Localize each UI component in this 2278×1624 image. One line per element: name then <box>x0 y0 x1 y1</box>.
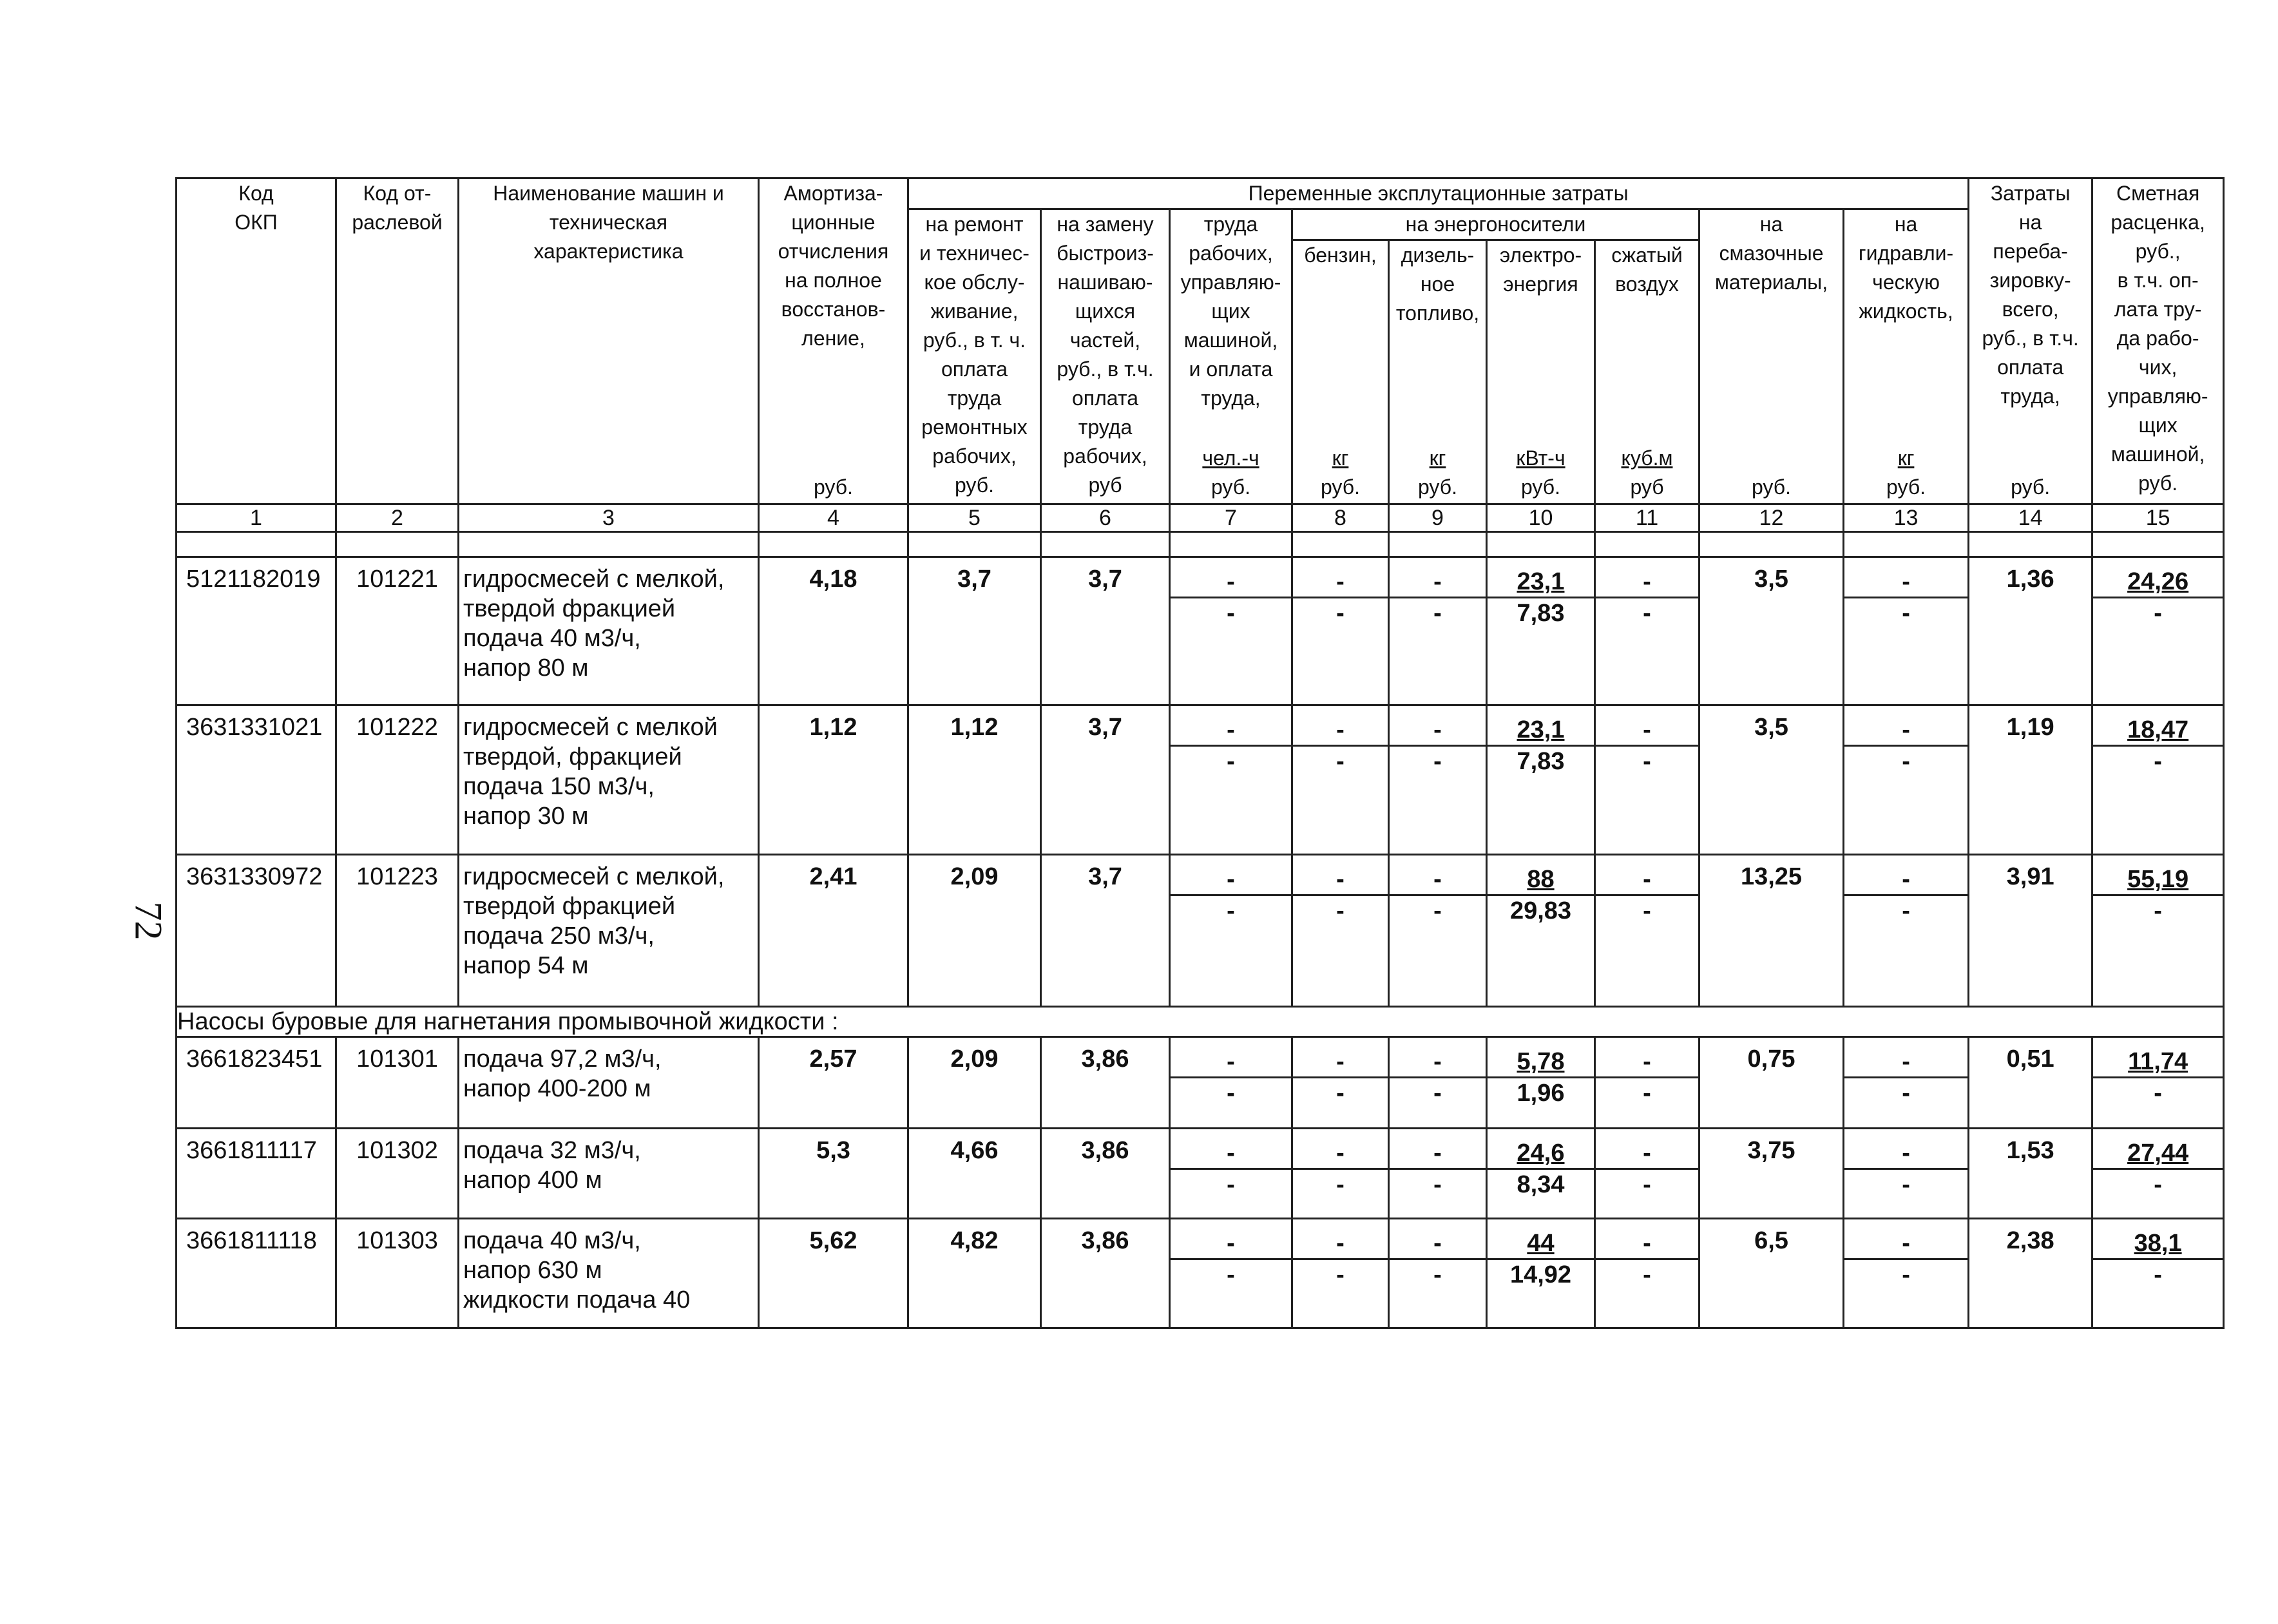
labor-value: - <box>1171 865 1291 896</box>
cell-diesel <box>1389 1219 1487 1328</box>
air-rub: - <box>1643 1261 1651 1288</box>
cell-diesel <box>1389 855 1487 1007</box>
hdr-hydraulic-unit1: кг <box>1897 446 1915 470</box>
cell-name: гидросмесей с мелкой, твердой фракцией подача 40 м3/ч, напор 80 м <box>459 557 759 705</box>
colnum: 14 <box>1969 504 2092 532</box>
air-value: - <box>1596 567 1698 598</box>
hdr-name <box>459 178 759 504</box>
cell-hydraulic <box>1844 1037 1969 1129</box>
hdr-petrol-units <box>1293 444 1388 502</box>
cell-relocation: 3,91 <box>1969 855 2092 1007</box>
colnum: 13 <box>1844 504 1969 532</box>
petrol-value: - <box>1293 865 1388 896</box>
hdr-hydraulic <box>1844 209 1969 504</box>
cell-amortization: 2,41 <box>759 855 908 1007</box>
hdr-amortization-unit: руб. <box>813 475 853 499</box>
cell-parts: 3,7 <box>1041 557 1170 705</box>
header-row-1 <box>177 178 2224 209</box>
hdr-lube-unit: руб. <box>1751 475 1791 499</box>
hydraulic-value: - <box>1844 567 1967 598</box>
diesel-rub: - <box>1433 897 1442 924</box>
cell-price <box>2092 705 2224 855</box>
hdr-relocation <box>1969 178 2092 504</box>
cell-electricity <box>1487 1037 1595 1129</box>
price-value: 38,1 <box>2093 1228 2223 1260</box>
cell-electricity <box>1487 855 1595 1007</box>
cell-okp: 5121182019 <box>177 557 336 705</box>
cell-branch-code: 101223 <box>336 855 459 1007</box>
hdr-price-text: Сметная расценка, руб., в т.ч. оп- лата тру- да рабо- чих, управляю- щих машиной, руб. <box>2107 182 2208 495</box>
hdr-air-text: сжатый воздух <box>1611 244 1683 296</box>
cell-repair: 1,12 <box>908 705 1041 855</box>
hdr-price <box>2092 178 2224 504</box>
hydraulic-value: - <box>1844 1228 1967 1260</box>
cell-labor <box>1170 1219 1292 1328</box>
cell-okp: 3631331021 <box>177 705 336 855</box>
air-rub: - <box>1643 1080 1651 1107</box>
petrol-rub: - <box>1336 600 1345 627</box>
price-value: 11,74 <box>2093 1047 2223 1078</box>
electricity-value: 24,6 <box>1488 1138 1594 1170</box>
hdr-branch-code-text: Код от- раслевой <box>352 182 443 234</box>
cell-electricity <box>1487 1129 1595 1219</box>
electricity-value: 23,1 <box>1488 567 1594 598</box>
hdr-repair-text: на ремонт и техничес- кое обслу- живание, руб., в т. ч. оплата труда ремонтных рабочих, руб. <box>919 213 1029 497</box>
hdr-okp-text: Код ОКП <box>235 182 278 234</box>
hdr-energy <box>1292 209 1699 240</box>
cell-branch-code: 101301 <box>336 1037 459 1129</box>
hydraulic-rub: - <box>1902 1261 1910 1288</box>
cell-branch-code: 101222 <box>336 705 459 855</box>
rates-table-wrap <box>175 177 2223 1329</box>
labor-value: - <box>1171 1047 1291 1078</box>
air-value: - <box>1596 1047 1698 1078</box>
petrol-value: - <box>1293 1138 1388 1170</box>
cell-air <box>1595 1037 1699 1129</box>
cell-okp: 3661811117 <box>177 1129 336 1219</box>
machine-rates-table <box>175 177 2225 1329</box>
hydraulic-value: - <box>1844 1047 1967 1078</box>
hdr-relocation-text: Затраты на переба- зировку- всего, руб., в т.ч. оплата труда, <box>1982 182 2079 408</box>
cell-repair: 2,09 <box>908 1037 1041 1129</box>
labor-value: - <box>1171 1138 1291 1170</box>
cell-name: подача 40 м3/ч, напор 630 м жидкости подача 40 <box>459 1219 759 1328</box>
cell-labor <box>1170 855 1292 1007</box>
price-rub: - <box>2154 897 2162 924</box>
diesel-value: - <box>1390 567 1486 598</box>
cell-okp: 3631330972 <box>177 855 336 1007</box>
electricity-rub: 8,34 <box>1517 1171 1565 1198</box>
labor-rub: - <box>1227 748 1235 775</box>
price-value: 27,44 <box>2093 1138 2223 1170</box>
labor-value: - <box>1171 715 1291 747</box>
price-rub: - <box>2154 1171 2162 1198</box>
cell-relocation: 1,19 <box>1969 705 2092 855</box>
cell-branch-code: 101303 <box>336 1219 459 1328</box>
electricity-rub: 14,92 <box>1509 1261 1572 1288</box>
hdr-labor-unit1: чел.-ч <box>1202 446 1259 470</box>
cell-price <box>2092 1219 2224 1328</box>
petrol-rub: - <box>1336 1261 1345 1288</box>
hdr-electricity <box>1487 240 1595 504</box>
column-number-row <box>177 504 2224 532</box>
diesel-value: - <box>1390 1228 1486 1260</box>
petrol-rub: - <box>1336 897 1345 924</box>
hdr-lube <box>1699 209 1844 504</box>
cell-petrol <box>1292 855 1389 1007</box>
diesel-rub: - <box>1433 1171 1442 1198</box>
cell-lube: 0,75 <box>1699 1037 1844 1129</box>
petrol-value: - <box>1293 715 1388 747</box>
cell-lube: 3,75 <box>1699 1129 1844 1219</box>
electricity-value: 44 <box>1488 1228 1594 1260</box>
colnum: 15 <box>2092 504 2224 532</box>
cell-labor <box>1170 705 1292 855</box>
diesel-rub: - <box>1433 600 1442 627</box>
hdr-hydraulic-text: на гидравли- ческую жидкость, <box>1858 213 1954 323</box>
hdr-parts-text: на замену быстроиз- нашиваю- щихся частей, руб., в т.ч. оплата труда рабочих, руб <box>1057 213 1154 497</box>
cell-electricity <box>1487 557 1595 705</box>
petrol-rub: - <box>1336 748 1345 775</box>
hdr-variable-costs <box>908 178 1969 209</box>
cell-petrol <box>1292 1219 1389 1328</box>
hdr-hydraulic-unit2: руб. <box>1886 475 1926 499</box>
hydraulic-value: - <box>1844 865 1967 896</box>
cell-price <box>2092 557 2224 705</box>
price-value: 24,26 <box>2093 567 2223 598</box>
colnum: 9 <box>1389 504 1487 532</box>
electricity-rub: 7,83 <box>1517 600 1565 627</box>
cell-air <box>1595 855 1699 1007</box>
cell-hydraulic <box>1844 1219 1969 1328</box>
diesel-rub: - <box>1433 748 1442 775</box>
colnum: 2 <box>336 504 459 532</box>
labor-rub: - <box>1227 897 1235 924</box>
cell-petrol <box>1292 705 1389 855</box>
diesel-value: - <box>1390 715 1486 747</box>
hdr-okp <box>177 178 336 504</box>
colnum: 10 <box>1487 504 1595 532</box>
cell-air <box>1595 557 1699 705</box>
air-rub: - <box>1643 1171 1651 1198</box>
labor-rub: - <box>1227 1171 1235 1198</box>
table-row <box>177 1037 2224 1129</box>
hdr-diesel-units <box>1390 444 1486 502</box>
hdr-electricity-unit2: руб. <box>1520 475 1560 499</box>
cell-petrol <box>1292 557 1389 705</box>
section-title: Насосы буровые для нагнетания промывочной жидкости : <box>177 1007 2224 1037</box>
cell-hydraulic <box>1844 855 1969 1007</box>
table-row <box>177 1129 2224 1219</box>
labor-value: - <box>1171 1228 1291 1260</box>
colnum: 11 <box>1595 504 1699 532</box>
colnum: 3 <box>459 504 759 532</box>
hydraulic-rub: - <box>1902 748 1910 775</box>
table-row <box>177 855 2224 1007</box>
hdr-variable-costs-text: Переменные эксплутационные затраты <box>1248 182 1629 205</box>
petrol-rub: - <box>1336 1171 1345 1198</box>
hydraulic-rub: - <box>1902 897 1910 924</box>
electricity-rub: 7,83 <box>1517 748 1565 775</box>
labor-rub: - <box>1227 1261 1235 1288</box>
cell-okp: 3661823451 <box>177 1037 336 1129</box>
cell-price <box>2092 1037 2224 1129</box>
cell-parts: 3,86 <box>1041 1129 1170 1219</box>
cell-electricity <box>1487 705 1595 855</box>
hdr-diesel-unit1: кг <box>1429 446 1446 470</box>
cell-labor <box>1170 1037 1292 1129</box>
electricity-rub: 29,83 <box>1509 897 1572 924</box>
electricity-value: 88 <box>1488 865 1594 896</box>
cell-repair: 2,09 <box>908 855 1041 1007</box>
cell-relocation: 2,38 <box>1969 1219 2092 1328</box>
petrol-rub: - <box>1336 1080 1345 1107</box>
group2-body <box>177 1037 2224 1328</box>
cell-okp: 3661811118 <box>177 1219 336 1328</box>
hdr-labor <box>1170 209 1292 504</box>
cell-air <box>1595 705 1699 855</box>
petrol-value: - <box>1293 567 1388 598</box>
cell-lube: 6,5 <box>1699 1219 1844 1328</box>
hydraulic-rub: - <box>1902 1171 1910 1198</box>
price-rub: - <box>2154 600 2162 627</box>
cell-air <box>1595 1129 1699 1219</box>
cell-name: гидросмесей с мелкой, твердой фракцией подача 250 м3/ч, напор 54 м <box>459 855 759 1007</box>
hdr-repair <box>908 209 1041 504</box>
hdr-lube-text: на смазочные материалы, <box>1714 213 1828 294</box>
cell-air <box>1595 1219 1699 1328</box>
hdr-labor-unit2: руб. <box>1211 475 1250 499</box>
air-rub: - <box>1643 897 1651 924</box>
air-value: - <box>1596 715 1698 747</box>
labor-value: - <box>1171 567 1291 598</box>
hydraulic-value: - <box>1844 1138 1967 1170</box>
hdr-amortization-text: Амортиза- ционные отчисления на полное восстанов- ление, <box>778 182 889 350</box>
petrol-value: - <box>1293 1228 1388 1260</box>
cell-parts: 3,7 <box>1041 855 1170 1007</box>
petrol-value: - <box>1293 1047 1388 1078</box>
diesel-rub: - <box>1433 1261 1442 1288</box>
hdr-air-unit1: куб.м <box>1621 446 1673 470</box>
cell-labor <box>1170 1129 1292 1219</box>
price-value: 55,19 <box>2093 865 2223 896</box>
cell-amortization: 1,12 <box>759 705 908 855</box>
cell-relocation: 0,51 <box>1969 1037 2092 1129</box>
hdr-petrol-unit1: кг <box>1332 446 1349 470</box>
hdr-labor-units <box>1171 444 1291 502</box>
cell-repair: 4,82 <box>908 1219 1041 1328</box>
cell-price <box>2092 1129 2224 1219</box>
labor-rub: - <box>1227 600 1235 627</box>
hydraulic-rub: - <box>1902 600 1910 627</box>
cell-repair: 4,66 <box>908 1129 1041 1219</box>
cell-amortization: 5,62 <box>759 1219 908 1328</box>
cell-relocation: 1,36 <box>1969 557 2092 705</box>
electricity-value: 5,78 <box>1488 1047 1594 1078</box>
colnum: 8 <box>1292 504 1389 532</box>
cell-diesel <box>1389 705 1487 855</box>
electricity-value: 23,1 <box>1488 715 1594 747</box>
spacer-row <box>177 532 2224 557</box>
cell-hydraulic <box>1844 1129 1969 1219</box>
cell-branch-code: 101302 <box>336 1129 459 1219</box>
cell-hydraulic <box>1844 705 1969 855</box>
cell-parts: 3,86 <box>1041 1219 1170 1328</box>
table-row <box>177 557 2224 705</box>
cell-price <box>2092 855 2224 1007</box>
hdr-name-text: Наименование машин и техническая характеристика <box>493 182 724 263</box>
hdr-petrol-text: бензин, <box>1304 244 1377 267</box>
table-row <box>177 705 2224 855</box>
price-value: 18,47 <box>2093 715 2223 747</box>
hydraulic-rub: - <box>1902 1080 1910 1107</box>
hdr-labor-text: труда рабочих, управляю- щих машиной, и оплата труда, <box>1180 213 1281 410</box>
colnum: 7 <box>1170 504 1292 532</box>
cell-amortization: 5,3 <box>759 1129 908 1219</box>
hdr-electricity-units <box>1488 444 1594 502</box>
table-row <box>177 1219 2224 1328</box>
hdr-air-unit2: руб <box>1630 475 1664 499</box>
hdr-energy-text: на энергоносители <box>1405 213 1586 236</box>
air-value: - <box>1596 1228 1698 1260</box>
hdr-air <box>1595 240 1699 504</box>
air-value: - <box>1596 1138 1698 1170</box>
cell-amortization: 4,18 <box>759 557 908 705</box>
section-row <box>177 1007 2224 1037</box>
page-number: 72 <box>127 901 170 941</box>
cell-parts: 3,7 <box>1041 705 1170 855</box>
hdr-amortization <box>759 178 908 504</box>
colnum: 5 <box>908 504 1041 532</box>
cell-lube: 13,25 <box>1699 855 1844 1007</box>
air-rub: - <box>1643 600 1651 627</box>
diesel-value: - <box>1390 865 1486 896</box>
cell-name: подача 32 м3/ч, напор 400 м <box>459 1129 759 1219</box>
hdr-parts <box>1041 209 1170 504</box>
hdr-electricity-unit1: кВт-ч <box>1516 446 1565 470</box>
colnum: 1 <box>177 504 336 532</box>
hdr-petrol <box>1292 240 1389 504</box>
cell-branch-code: 101221 <box>336 557 459 705</box>
hydraulic-value: - <box>1844 715 1967 747</box>
cell-petrol <box>1292 1129 1389 1219</box>
group1-body <box>177 557 2224 1007</box>
cell-name: подача 97,2 м3/ч, напор 400-200 м <box>459 1037 759 1129</box>
cell-hydraulic <box>1844 557 1969 705</box>
cell-petrol <box>1292 1037 1389 1129</box>
price-rub: - <box>2154 1261 2162 1288</box>
hdr-relocation-unit: руб. <box>2011 475 2051 499</box>
hdr-air-units <box>1596 444 1698 502</box>
labor-rub: - <box>1227 1080 1235 1107</box>
hdr-diesel-unit2: руб. <box>1417 475 1457 499</box>
colnum: 6 <box>1041 504 1170 532</box>
price-rub: - <box>2154 1080 2162 1107</box>
diesel-value: - <box>1390 1047 1486 1078</box>
colnum: 12 <box>1699 504 1844 532</box>
electricity-rub: 1,96 <box>1517 1080 1565 1107</box>
cell-diesel <box>1389 557 1487 705</box>
cell-repair: 3,7 <box>908 557 1041 705</box>
diesel-rub: - <box>1433 1080 1442 1107</box>
price-rub: - <box>2154 748 2162 775</box>
hdr-petrol-unit2: руб. <box>1320 475 1360 499</box>
hdr-electricity-text: электро- энергия <box>1499 244 1582 296</box>
air-value: - <box>1596 865 1698 896</box>
cell-labor <box>1170 557 1292 705</box>
hdr-branch-code <box>336 178 459 504</box>
colnum: 4 <box>759 504 908 532</box>
hdr-diesel <box>1389 240 1487 504</box>
cell-diesel <box>1389 1129 1487 1219</box>
cell-relocation: 1,53 <box>1969 1129 2092 1219</box>
hdr-diesel-text: дизель- ное топливо, <box>1395 244 1480 325</box>
diesel-value: - <box>1390 1138 1486 1170</box>
air-rub: - <box>1643 748 1651 775</box>
cell-lube: 3,5 <box>1699 557 1844 705</box>
cell-name: гидросмесей с мелкой твердой, фракцией подача 150 м3/ч, напор 30 м <box>459 705 759 855</box>
cell-amortization: 2,57 <box>759 1037 908 1129</box>
cell-diesel <box>1389 1037 1487 1129</box>
cell-lube: 3,5 <box>1699 705 1844 855</box>
cell-electricity <box>1487 1219 1595 1328</box>
hdr-hydraulic-units <box>1844 444 1967 502</box>
cell-parts: 3,86 <box>1041 1037 1170 1129</box>
